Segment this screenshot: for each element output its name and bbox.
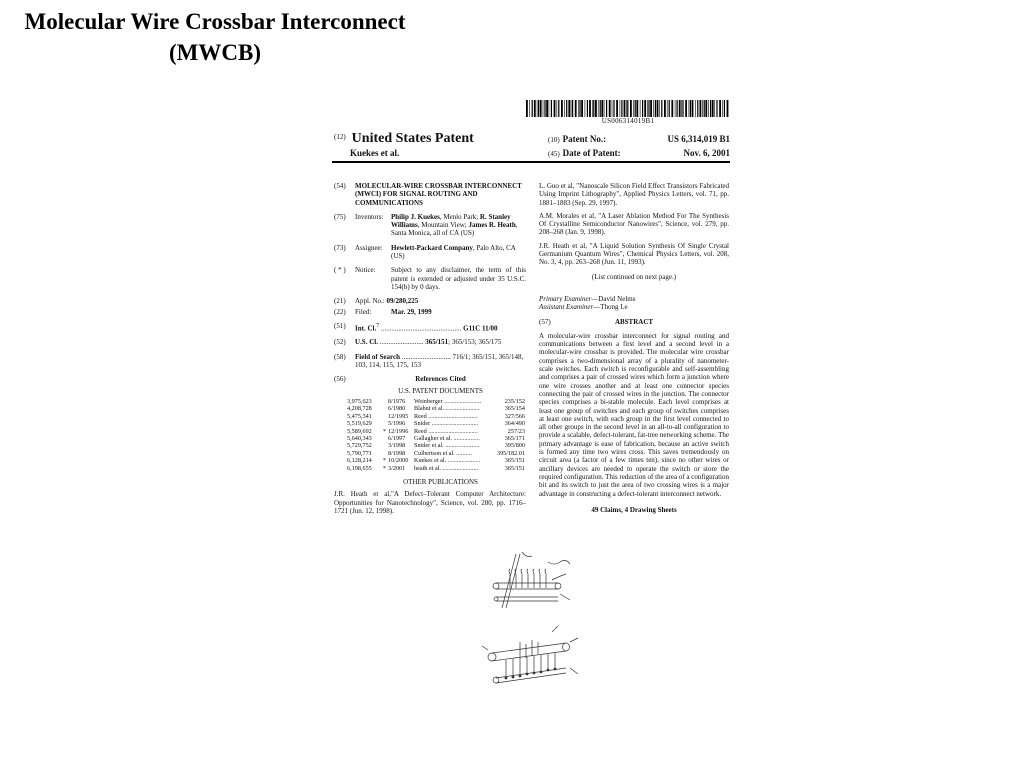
reference-date: 12/1996 <box>388 427 409 435</box>
int-cl-label: Int. Cl. <box>355 324 377 333</box>
title-code: (54) <box>334 182 346 190</box>
filed-label: Filed: <box>355 307 372 316</box>
us-cl-leader: ......................... <box>377 338 424 347</box>
patent-number-label: Patent No.: <box>562 134 607 144</box>
filed-field <box>334 308 526 316</box>
reference-num: 5,519,629 <box>347 420 372 428</box>
barcode-image <box>526 100 730 117</box>
reference-date: 6/1997 <box>388 435 406 442</box>
inventor-1-location: , Menlo Park; <box>439 212 480 221</box>
primary-examiner-label: Primary Examiner <box>539 294 592 303</box>
assignee-field <box>334 244 526 261</box>
reference-name: Snider .............................. <box>414 420 479 428</box>
int-cl-code: (51) <box>334 321 346 330</box>
patent-date-label: Date of Patent: <box>562 148 621 158</box>
patent-header-left <box>334 129 474 158</box>
reference-row <box>347 398 525 405</box>
reference-num: 5,729,752 <box>347 442 372 450</box>
inventor-3-location: , Santa Monica, all of CA (US) <box>391 221 518 238</box>
other-publications-right <box>539 182 729 267</box>
us-cl-code: (52) <box>334 338 346 347</box>
field-of-search-value: 716/1; 365/151, 365/148, 103, 114, 115, 175, 153 <box>355 352 524 370</box>
reference-num: 5,589,692 <box>347 427 372 435</box>
reference-date: 12/1995 <box>388 412 409 420</box>
reference-row <box>347 442 525 449</box>
reference-num: 6,198,655 <box>347 464 372 472</box>
int-cl-field <box>334 322 526 333</box>
reference-name: Kuekes et al. ..................... <box>414 457 481 465</box>
reference-name: Culbertson et al. .......... <box>414 449 472 457</box>
reference-name: Gallagher et al. ................. <box>414 435 480 442</box>
int-cl-leader: .............................................. <box>379 324 462 333</box>
reference-date: 5/1996 <box>388 420 406 428</box>
inventor-3-name: James R. Heath <box>468 221 516 230</box>
reference-cls: 395/800 <box>504 442 525 450</box>
barcode-number: US006314019B1 <box>601 117 655 125</box>
abstract-title: ABSTRACT <box>614 317 654 326</box>
primary-examiner-name: —David Nelms <box>591 294 636 303</box>
assignee-location: , Palo Alto, CA (US) <box>391 243 516 261</box>
reference-cls: 395/182.01 <box>496 449 525 457</box>
reference-date: 8/1998 <box>388 449 406 457</box>
assistant-examiner-label: Assistant Examiner <box>539 303 594 312</box>
reference-date: 8/1976 <box>388 397 406 405</box>
us-cl-field <box>334 338 526 346</box>
patent-date-code: (45) <box>548 150 560 158</box>
reference-num: 4,208,728 <box>347 405 372 413</box>
patent-type: United States Patent <box>351 131 474 146</box>
notice-label: Notice: <box>355 266 376 275</box>
abstract-heading-row <box>539 318 729 326</box>
field-of-search-leader: ............................ <box>399 352 451 361</box>
references-code: (56) <box>334 375 346 384</box>
title-field <box>334 182 526 207</box>
patent-type-code: (12) <box>334 133 346 141</box>
us-cl-main: 365/151 <box>425 338 449 347</box>
reference-row <box>347 435 525 442</box>
reference-num: 6,128,214 <box>347 457 372 465</box>
reference-num: 5,790,771 <box>347 449 372 457</box>
reference-star: * <box>383 464 387 472</box>
us-cl-label: U.S. Cl. <box>355 338 378 347</box>
application-code: (21) <box>334 297 346 306</box>
notice-code: ( * ) <box>334 266 346 275</box>
other-publication: A.M. Morales et al, "A Laser Ablation Method For The Synthesis Of Crystalline Semiconductor Nanowires", Science, vol. 279, pp. 208–268 (Jan. 9, 1998). <box>539 211 729 237</box>
inventors-label: Inventors: <box>355 212 384 221</box>
reference-date: 10/2000 <box>388 457 409 465</box>
reference-name: Snider et al. ...................... <box>414 442 480 450</box>
reference-cls: 365/171 <box>504 435 525 442</box>
references-list <box>347 398 525 472</box>
reference-row <box>347 420 525 427</box>
reference-star: * <box>383 457 387 465</box>
assistant-examiner-name: —Thong Le <box>593 303 628 312</box>
field-of-search-label: Field of Search <box>355 352 400 361</box>
list-continued: (List continued on next page.) <box>591 272 677 281</box>
reference-name: Blahut et al. ...................... <box>414 405 480 413</box>
reference-cls: 365/151 <box>504 457 525 465</box>
assignee-name: Hewlett-Packard Company <box>391 243 473 252</box>
patent-left-column <box>334 182 526 515</box>
reference-cls: 257/23 <box>507 427 525 435</box>
other-publication: L. Guo et al, "Nanoscale Silicon Field Effect Transistors Fabricated Using Imprint Lithography", Applied Physics Letters, vol. 71, pp. 1881–1883 (Sep. 29, 1997). <box>539 182 729 207</box>
inventor-2-location: , Mountain View; <box>417 221 469 230</box>
crossbar-drawing-image <box>482 550 582 690</box>
slide-title-line-1: Molecular Wire Crossbar Interconnect <box>24 9 406 34</box>
header-divider <box>332 161 730 163</box>
slide-title-line-2: (MWCB) <box>169 40 261 65</box>
reference-row <box>347 465 525 472</box>
field-of-search-code: (58) <box>334 352 346 361</box>
assignee-label: Assignee: <box>355 243 383 252</box>
patent-number: US 6,314,019 B1 <box>667 134 730 144</box>
reference-row <box>347 413 525 420</box>
inventors-value <box>391 213 526 238</box>
patent-title: MOLECULAR-WIRE CROSSBAR INTERCONNECT (MWCI) FOR SIGNAL ROUTING AND COMMUNICATIONS <box>355 182 522 207</box>
references-subtitle: U.S. PATENT DOCUMENTS <box>398 386 483 395</box>
reference-row <box>347 450 525 457</box>
reference-cls: 327/566 <box>504 412 525 420</box>
other-publication-left: J.R. Heath et al,"A Defect–Tolerant Computer Architecture: Opportunities for Nanotechnology", Science, vol. 280, pp. 1716–1721 (Jun. 12, 1998). <box>334 490 526 515</box>
application-label: Appl. No.: <box>355 297 385 306</box>
int-cl-superscript: 7 <box>376 322 380 329</box>
reference-row <box>347 428 525 435</box>
filed-date: Mar. 29, 1999 <box>391 307 432 316</box>
application-number: 09/280,225 <box>386 297 419 306</box>
patent-number-code: (10) <box>548 136 560 144</box>
application-field <box>334 297 526 305</box>
primary-examiner <box>539 295 729 303</box>
reference-star: * <box>383 427 387 435</box>
reference-row <box>347 457 525 464</box>
us-cl-rest: ; 365/153; 365/175 <box>448 338 502 347</box>
patent-header-right <box>548 133 730 161</box>
reference-date: 6/1980 <box>388 405 406 413</box>
reference-cls: 365/151 <box>504 464 525 472</box>
patent-right-column <box>539 182 729 514</box>
assignee-value <box>391 244 526 261</box>
abstract-text: A molecular-wire crossbar interconnect for signal routing and communications between a first level and a second level in a molecular-wire crossbar is provided. The molecular wire crossbar comprises a two-dimensional array of a plurality of nanometer-scale switches. Each switch is reconfigurable and self-assembling and comprises a pair of crossed wires which form a junction where one wire crosses another and at least one connector species connecting the pair of crossed wires in the junction. The connector species comprises a bi-stable molecule. Each level comprises at least one group of switches and each group of switches comprises at least one switch, with each group in the first level connected to all other groups in the second level in an all-to-all configuration to provide a scalable, defect-tolerant, fat-tree networking scheme. The primary advantage is ease of fabrication, because an active switch is formed any time two wires cross. This saves tremendously on circuit area (a factor of a few times ten), since no other wires or ancillary devices are needed to operate the switch or store the required configuration. This reduction of the area of a configuration bit and its switch to just the area of two crossing wires is a major advantage in constructing a defect-tolerant interconnect network. <box>539 331 729 498</box>
inventor-2-name: R. Stanley Williams <box>391 212 511 230</box>
references-title: References Cited <box>415 375 466 384</box>
assignee-code: (73) <box>334 243 346 252</box>
reference-num: 3,975,623 <box>347 397 372 405</box>
reference-cls: 365/154 <box>504 405 525 413</box>
patent-date: Nov. 6, 2001 <box>683 148 730 158</box>
assistant-examiner <box>539 303 729 311</box>
reference-date: 3/1998 <box>388 442 406 450</box>
other-publications-title: OTHER PUBLICATIONS <box>403 478 478 487</box>
reference-cls: 235/152 <box>504 397 525 405</box>
inventors-field <box>334 213 526 238</box>
reference-row <box>347 405 525 412</box>
reference-name: Reed ................................ <box>414 412 478 420</box>
reference-date: 3/2001 <box>388 464 406 472</box>
notice-field <box>334 266 526 291</box>
reference-num: 5,640,343 <box>347 435 372 442</box>
field-of-search <box>334 353 526 370</box>
reference-cls: 364/490 <box>504 420 525 428</box>
abstract-code: (57) <box>539 317 551 326</box>
slide-title <box>0 6 430 68</box>
reference-name: Weinberger ........................ <box>414 397 482 405</box>
inventor-1-name: Philip J. Kuekes <box>391 212 440 221</box>
reference-name: heath et al. ....................... <box>414 464 479 472</box>
reference-num: 5,475,341 <box>347 412 372 420</box>
int-cl-value: G11C 11/00 <box>463 324 498 333</box>
patent-inventor-short: Kuekes et al. <box>350 148 400 158</box>
notice-text: Subject to any disclaimer, the term of this patent is extended or adjusted under 35 U.S.C. 154(b) by 0 days. <box>391 266 526 291</box>
references-heading-row <box>334 375 526 383</box>
claims-summary: 49 Claims, 4 Drawing Sheets <box>591 505 677 514</box>
filed-code: (22) <box>334 307 346 316</box>
inventors-code: (75) <box>334 212 346 221</box>
other-publication: J.R. Heath et al, "A Liquid Solution Synthesis Of Single Crystal Germanium Quantum Wires", Chemical Physics Letters, vol. 208, No. 3, 4, pp. 263–268 (Jun. 11, 1993). <box>539 241 729 267</box>
reference-name: Reed ................................ <box>414 427 478 435</box>
